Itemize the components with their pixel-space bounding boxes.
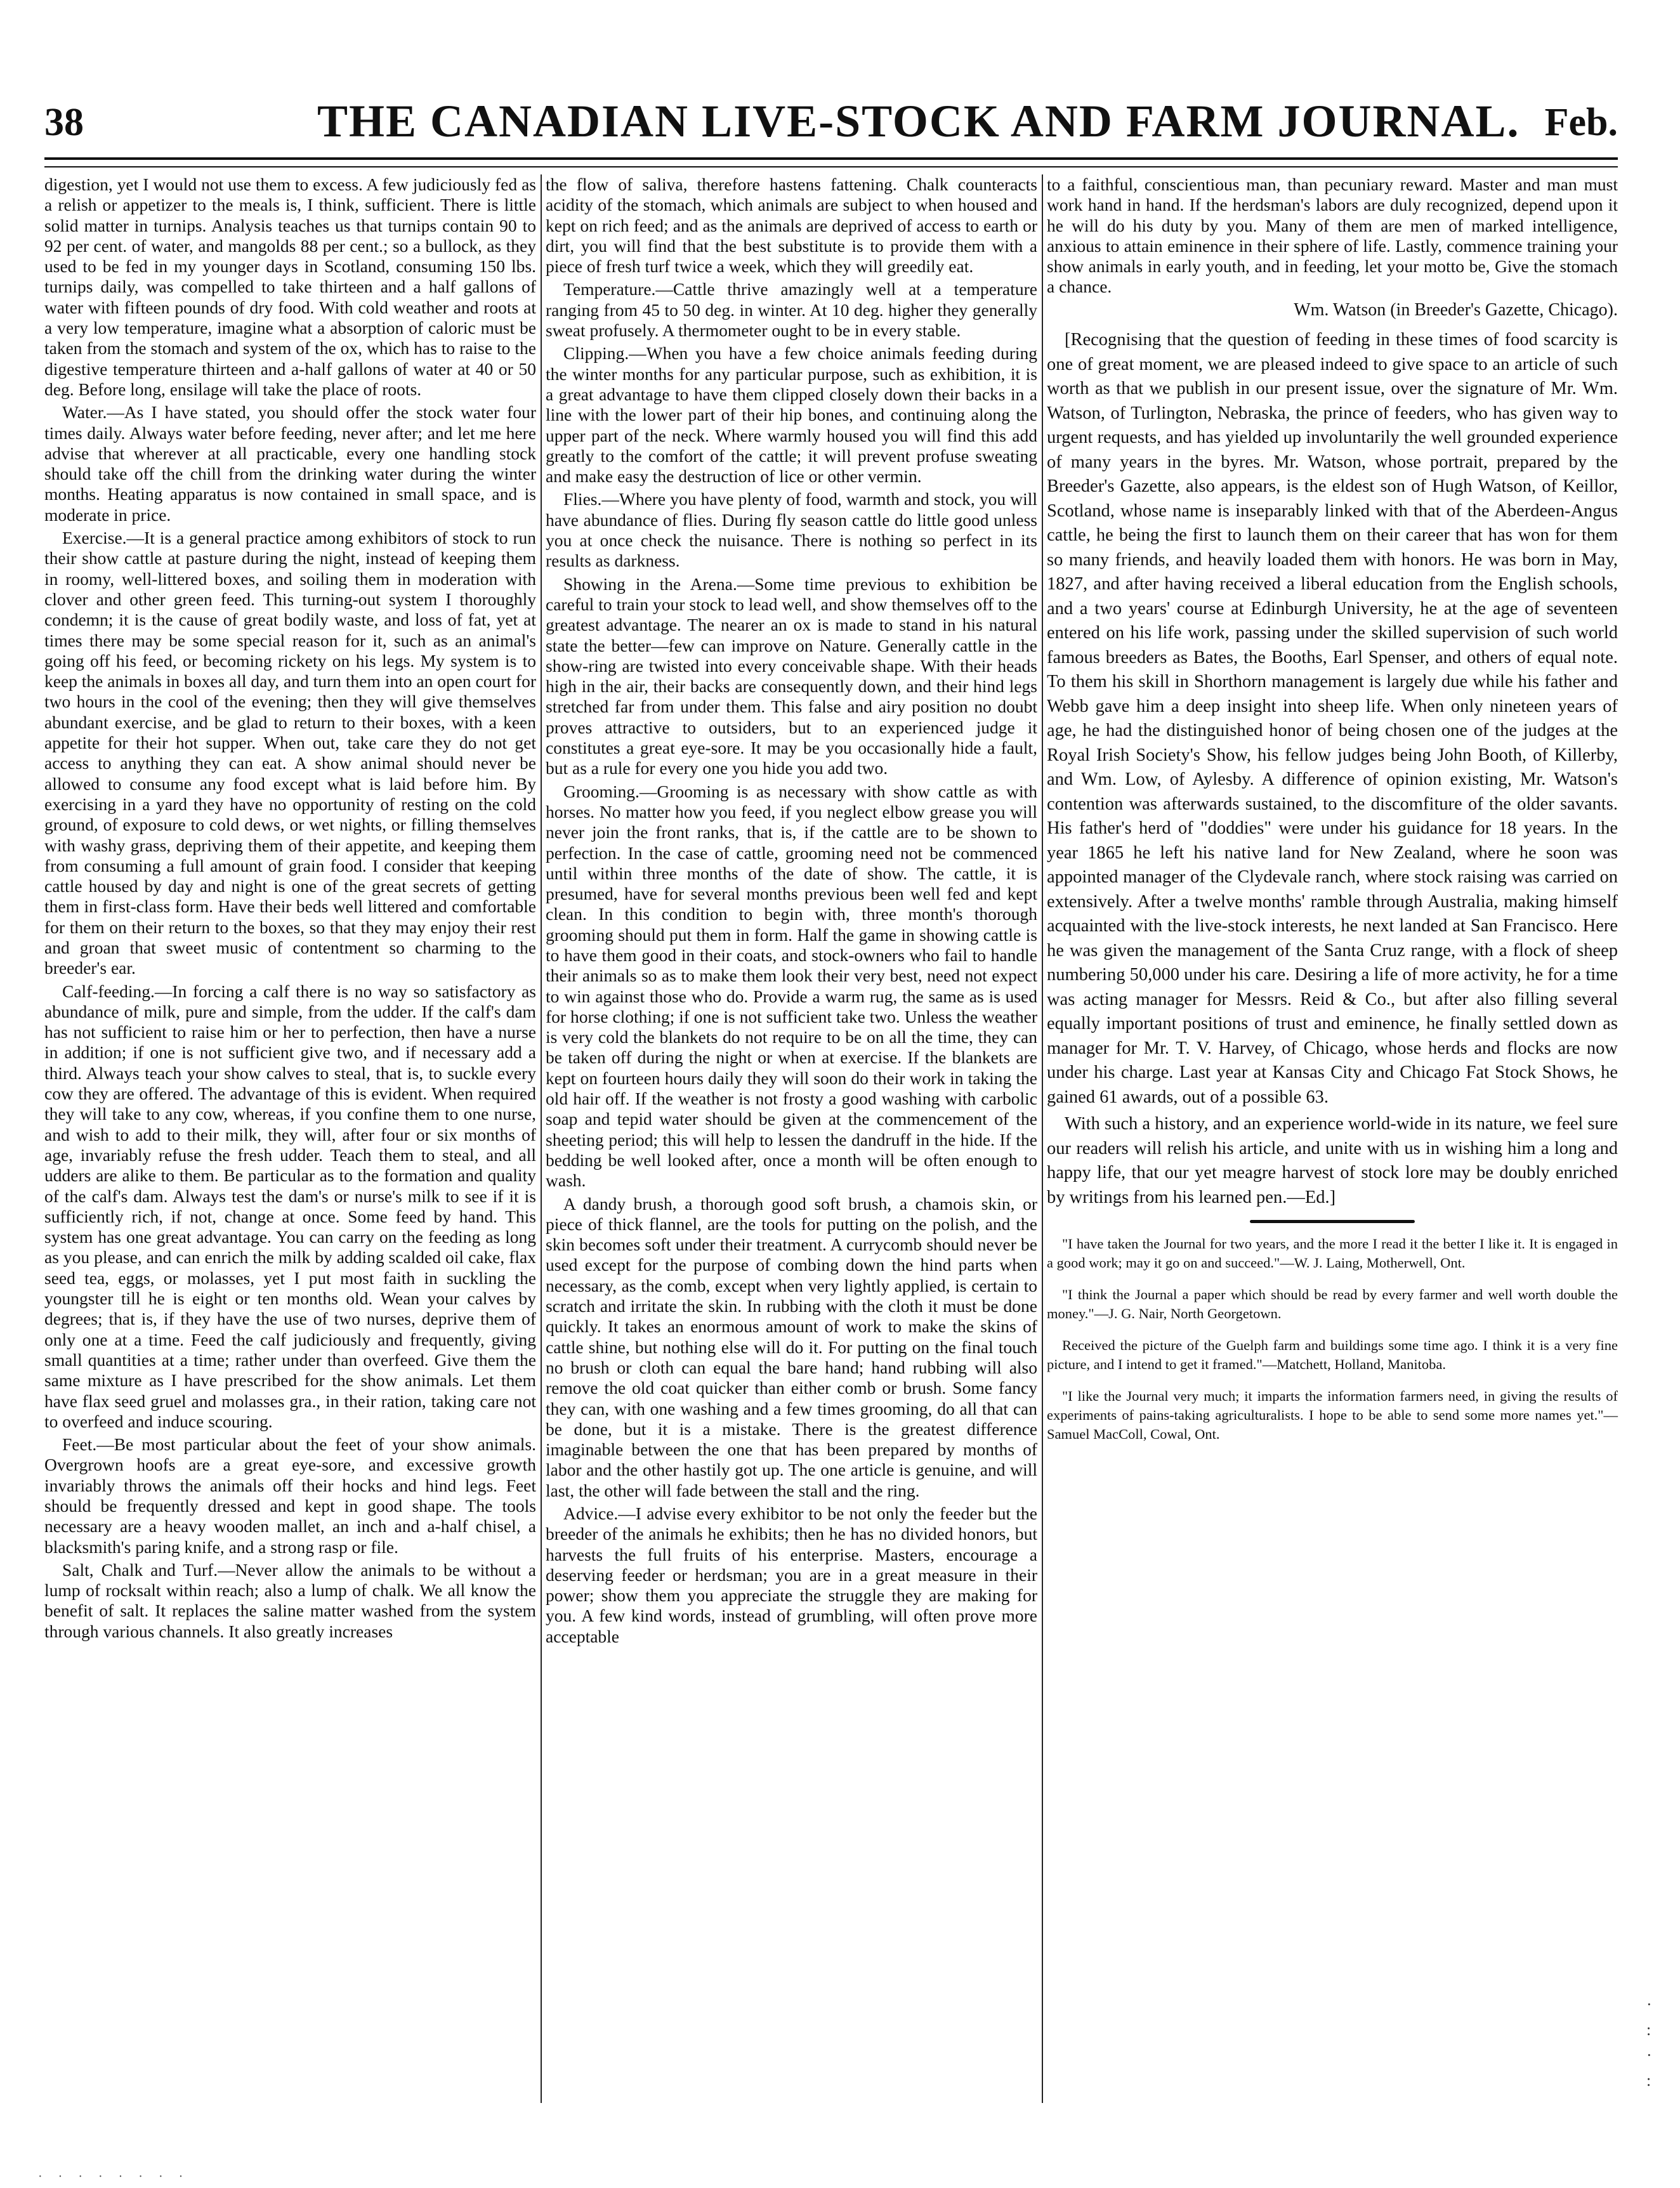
editorial-note-closing: With such a history, and an experience world-wide in its nature, we feel sure our readers will relish his article, and unite with us in wishing him a long and happy life, that our yet meagre harvest of stock lore may be doubly enriched by writings from his learned pen.—Ed.] (1047, 1114, 1618, 1207)
issue-month: Feb. (1544, 101, 1618, 144)
paragraph-water: Water.—As I have stated, you should offer the stock water four times daily. Always water before feeding, never after; and let me here advise that wherever at all practicable, every one handling stock should take off the chill from the drinking water during the winter months. Heating apparatus is now contained in small space, and is moderate in price. (44, 402, 536, 525)
author-signature: Wm. Watson (in Breeder's Gazette, Chicago). (1294, 299, 1618, 320)
editorial-note: [Recognising that the question of feeding in these times of food scarcity is one of great moment, we are pleased indeed to give space to an article of such worth as that we publish in our present issue, over the signature of Mr. Wm. Watson, of Turlington, Nebraska, the prince of feeders, who has given way to urgent requests, and has yielded up involuntarily the well grounded experience of many years in the byres. Mr. Watson, whose portrait, prepared by the Breeder's Gazette, also appears, is the eldest son of Hugh Watson, of Keillor, Scotland, whose name is inseparably linked with that of the Aberdeen-Angus cattle, he being the first to launch them on their career that has won for them so many friends, and heavily loaded them with honors. He was born in May, 1827, and after having received a liberal education from the English schools, and a two years' course at Edinburgh University, he at the age of seventeen entered on his life work, passing under the skilled supervision of such world famous breeders as Bates, the Booths, Earl Spenser, and others of equal note. To them his skill in Shorthorn management is largely due while his father and Webb gave him a deep insight into sheep life. When only nineteen years of age, he had the distinguished honor of being chosen one of the judges at the Royal Irish Society's Show, his fellow judges being John Booth, of Killerby, and Wm. Low, of Aylesby. A difference of opinion existing, Mr. Watson's contention was afterwards sustained, to the discomfiture of the older savants. His father's herd of "doddies" were under his guidance for 18 years. In the year 1865 he left his native land for New Zealand, where he soon was appointed manager of the Clydevale ranch, where stock raising was carried on extensively. After a twelve months' ramble through Australia, making himself acquainted with the live-stock interests, he next landed at San Francisco. Here he was given the management of the Santa Cruz range, with a flock of sheep numbering 50,000 under his care. Desiring a life of more activity, he for a time was acting manager for Messrs. Reid & Co., but after also filling several equally important positions of trust and eminence, he finally settled down as manager for Mr. T. V. Harvey, of Chicago, whose herds and flocks are now under his charge. Last year at Kansas City and Chicago Fat Stock Shows, he gained 61 awards, out of a possible 63. (1047, 330, 1618, 1107)
paragraph-temperature: Temperature.—Cattle thrive amazingly well at a temperature ranging from 45 to 50 deg. in winter. At 10 deg. higher they generally sweat profusely. A thermometer ought to be in every stable. (546, 279, 1037, 341)
scan-specks: · · · · · · · · (38, 2170, 190, 2184)
header-rule (44, 157, 1618, 167)
page-header (44, 95, 1618, 152)
column-1 (44, 174, 536, 1644)
ornamental-rule (1250, 1220, 1415, 1223)
scan-edge-marks: · : · : (1646, 1995, 1652, 2090)
paragraph: digestion, yet I would not use them to excess. A few judiciously fed as a relish or appetizer to the meals is, I think, sufficient. There is little solid matter in turnips. Analysis teaches us that turnips contain 90 to 92 per cent. of water, and mangolds 88 per cent.; so a bullock, as they used to be fed in my younger days in Scotland, consuming 150 lbs. turnips daily, was compelled to take thirteen and a half gallons of water with fifteen pounds of dry food. With cold weather and roots at a very low temperature, imagine what a absorption of caloric must be taken from the stomach and system of the ox, which has to raise to the digestive temperature thirteen and a-half gallons of water at 40 or 50 deg. Before long, ensilage will take the place of roots. (44, 174, 536, 399)
paragraph-calf-feeding: Calf-feeding.—In forcing a calf there is no way so satisfactory as abundance of milk, pure and simple, from the udder. If the calf's dam has not sufficient to raise him or her to perfection, then have a nurse in addition; if one is not sufficient give two, and if necessary add a third. Always teach your show calves to steal, that is, to suckle every cow they are offered. The advantage of this is evident. When required they will take to any cow, whereas, if you confine them to one nurse, and wish to add to their milk, they will, after four or six months of age, invariably refuse the fresh udder. Teach them to steal, and all udders are alike to them. Be particular as to the formation and quality of the calf's dam. Always test the dam's or nurse's milk to see if it is sufficiently rich, if not, change at once. Some feed by hand. This system has one great advantage. You can carry on the feeding as long as you please, and can enrich the milk by adding scalded oil cake, flax seed tea, eggs, or molasses, yet I put most faith in suckling the youngster till he is eight or ten months old. Wean your calves by degrees; that is, if they have the use of two nurses, deprive them of only one at a time. Feed the calf judiciously and frequently, giving small quantities at a time; rather under than overfeed. Give them the same mixture as I have prescribed for the show animals. Let them have flax seed gruel and molasses gra., in their ration, taking care not to overfeed and induce scouring. (44, 981, 536, 1431)
column-divider (1042, 174, 1043, 2103)
testimonial: "I like the Journal very much; it imparts the information farmers need, in giving the results of experiments of pains-taking agriculturalists. I hope to be able to send some more names yet."—Samuel MacColl, Cowal, Ont. (1047, 1388, 1618, 1443)
paragraph-clipping: Clipping.—When you have a few choice animals feeding during the winter months for any particular purpose, such as exhibition, it is a great advantage to have them clipped closely down their backs in a line with the lower part of their hip bones, and continuing along the upper part of the neck. Where warmly housed you will find this add greatly to the comfort of the cattle; it will prevent profuse sweating and make easy the destruction of lice or other vermin. (546, 343, 1037, 487)
paragraph: the flow of saliva, therefore hastens fattening. Chalk counteracts acidity of the stomach, which animals are subject to when housed and kept on rich feed; and as the animals are deprived of access to earth or dirt, you will find that the best substitute is to provide them with a piece of fresh turf twice a week, which they will greedily eat. (546, 174, 1037, 277)
column-3 (1047, 174, 1618, 1457)
testimonial: Received the picture of the Guelph farm and buildings some time ago. I think it is a very fine picture, and I intend to get it framed."—Matchett, Holland, Manitoba. (1047, 1337, 1618, 1373)
column-2 (546, 174, 1037, 1649)
column-divider (541, 174, 542, 2103)
testimonial: "I think the Journal a paper which should be read by every farmer and well worth double the money."—J. G. Nair, North Georgetown. (1047, 1287, 1618, 1322)
journal-title: THE CANADIAN LIVE-STOCK AND FARM JOURNAL. (317, 96, 1520, 147)
paragraph-feet: Feet.—Be most particular about the feet of your show animals. Overgrown hoofs are a great eye-sore, and excessive growth invariably throws the animals off their hocks and hind legs. Feet should be frequently dressed and kept in good shape. The tools necessary are a heavy wooden mallet, an inch and a-half chisel, a blacksmith's paring knife, and a strong rasp or file. (44, 1434, 536, 1557)
reader-testimonials (1047, 1235, 1618, 1444)
paragraph-showing: Showing in the Arena.—Some time previous to exhibition be careful to train your stock to lead well, and show themselves off to the greatest advantage. The nearer an ox is made to stand in his natural state the better—few can improve on Nature. Generally cattle in the show-ring are twisted into every conceivable shape. With their heads high in the air, their backs are consequently down, and their hind legs stretched far from under them. This false and airy position no doubt proves attractive to outsiders, but to an experienced judge it constitutes a great eye-sore. It may be you occasionally hide a fault, but as a rule for every one you hide you add two. (546, 573, 1037, 778)
paragraph-advice: Advice.—I advise every exhibitor to be not only the feeder but the breeder of the animals he exhibits; then he has no divided honors, but harvests the full fruits of his enterprise. Masters, encourage a deserving feeder or herdsman; you are in a great measure in their power; show them you appreciate the struggle they are making for you. A few kind words, instead of grumbling, will often prove more acceptable (546, 1503, 1037, 1646)
testimonial: "I have taken the Journal for two years, and the more I read it the better I like it. It is engaged in a good work; may it go on and succeed."—W. J. Laing, Motherwell, Ont. (1047, 1236, 1618, 1271)
paragraph: to a faithful, conscientious man, than pecuniary reward. Master and man must work hand in hand. If the herdsman's labors are duly recognized, depend upon it he will do his duty by you. Many of them are men of marked intelligence, anxious to attain eminence in their sphere of life. Lastly, commence training your show animals in early youth, and in feeding, let your motto be, Give the stomach a chance. (1047, 174, 1618, 297)
paragraph-grooming: Grooming.—Grooming is as necessary with show cattle as with horses. No matter how you feed, if you neglect elbow grease you will never join the front ranks, that is, if the cattle are to be shown to perfection. In the case of cattle, grooming need not be commenced until within three months of the date of show. The cattle, it is presumed, have for several months previous been well fed and kept clean. In this condition to begin with, three month's thorough grooming should put them in form. Half the game in showing cattle is to have them good in their coats, and stock-owners who fail to handle their animals so as to make them look their very best, need not expect to win against those who do. Provide a warm rug, the same as is used for horse clothing; if one is not sufficient take two. Unless the weather is very cold the blankets do not require to be on all the time, they can be taken off during the night or when at exercise. If the blankets are kept on fourteen hours daily they will soon do their work in taking the old hair off. If the weather is not frosty a good washing with carbolic soap and tepid water should be given at the commencement of the sheeting period; this will help to lessen the dandruff in the hide. If the bedding be well looked after, once a month will be often enough to wash. (546, 781, 1037, 1191)
paragraph-brushes: A dandy brush, a thorough good soft brush, a chamois skin, or piece of thick flannel, are the tools for putting on the polish, and the skin becomes soft under their treatment. A currycomb should never be used except for the purpose of combing down the hind parts when necessary, as the comb, except when very lightly applied, is certain to scratch and irritate the skin. In rubbing with the cloth it must be done quickly. It takes an enormous amount of work to make the skins of cattle shine, but nothing else will do it. For putting on the final touch no brush or cloth can equal the bare hand; hand rubbing will also remove the old coat quicker than either comb or brush. Some fancy they can, with one washing and a few times grooming, do all that can be done, but it is a mistake. There is the greatest difference imaginable between the one that has been prepared by months of labor and the other hastily got up. The one article is genuine, and will last, the other will fade between the stall and the ring. (546, 1193, 1037, 1500)
page-number: 38 (44, 101, 84, 144)
paragraph-flies: Flies.—Where you have plenty of food, warmth and stock, you will have abundance of flies. During fly season cattle do little good unless you at once check the nuisance. There is nothing so perfect in its results as darkness. (546, 489, 1037, 571)
paragraph-exercise: Exercise.—It is a general practice among exhibitors of stock to run their show cattle at pasture during the night, instead of keeping them in roomy, well-littered boxes, and soiling them in moderation with clover and other green feed. This turning-out system I thoroughly condemn; it is the cause of great bodily waste, and loss of fat, yet at times there may be some special reason for it, such as an animal's going off his feed, or becoming rickety on his legs. My system is to keep the animals in boxes all day, and turn them into an open court for two hours in the cool of the evening; then they will give themselves abundant exercise, and be glad to return to their boxes, with a keen appetite for their hot supper. When out, take care they do not get access to anything they can eat. A show animal should never be allowed to consume any food except what is laid before him. By exercising in a yard they have no opportunity of resting on the cold ground, of exposure to cold dews, or wet nights, or filling themselves with washy grass, depriving them of their appetite, and keeping them from consuming a full amount of grain food. I consider that keeping cattle housed by day and night is one of the great secrets of getting them in first-class form. Have their beds well littered and comfortable for them on their return to the boxes, so that they may enjoy their rest and groan that sweet music of contentment so charming to the breeder's ear. (44, 528, 536, 978)
paragraph-salt-chalk-turf: Salt, Chalk and Turf.—Never allow the animals to be without a lump of rocksalt within reach; also a lump of chalk. We all know the benefit of salt. It replaces the saline matter washed from the system through various channels. It also greatly increases (44, 1559, 536, 1641)
